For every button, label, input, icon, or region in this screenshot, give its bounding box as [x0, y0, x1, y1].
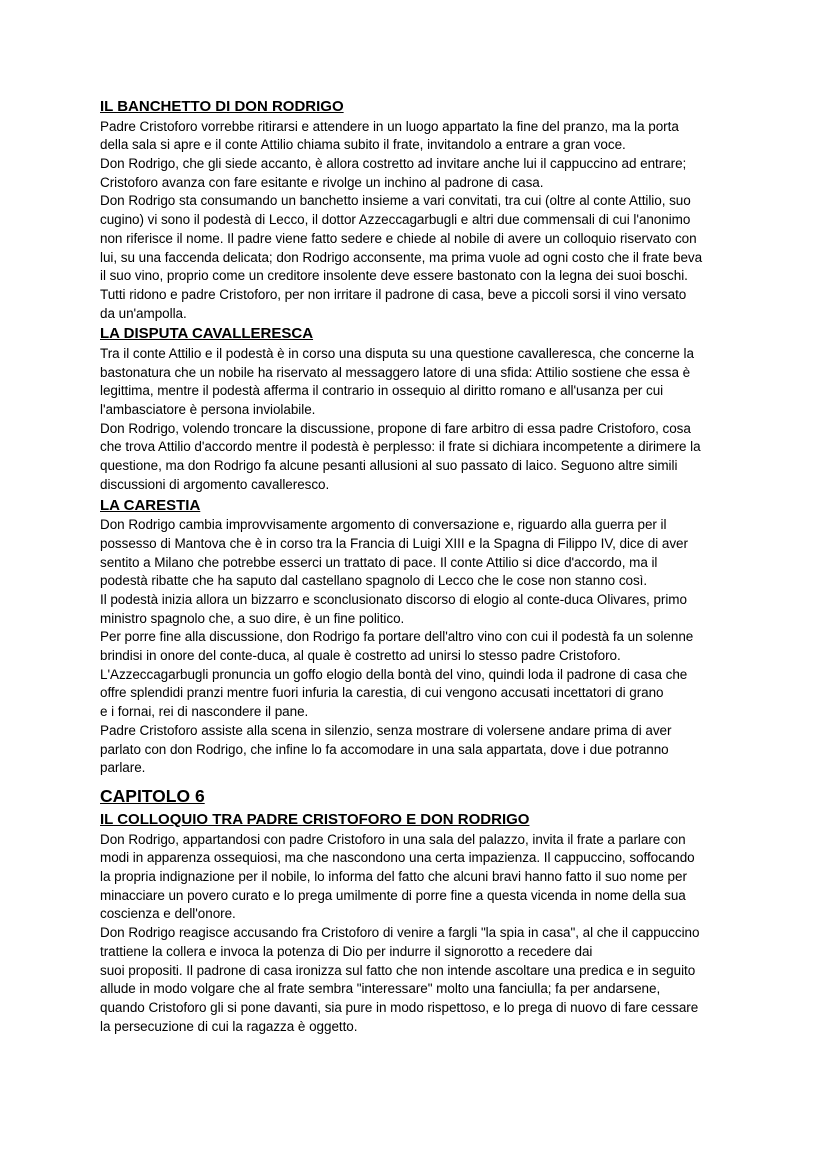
text-line: Don Rodrigo, che gli siede accanto, è allora costretto ad invitare anche lui il cappuccino ad entrare;	[100, 156, 687, 171]
text-line: suoi propositi. Il padrone di casa ironizza sul fatto che non intende ascoltare una predica e in seguito	[100, 962, 696, 978]
text-line: questione, ma don Rodrigo fa alcune pesanti allusioni al suo passato di laico. Seguono altre simili	[100, 458, 678, 474]
text-line: possesso di Mantova che è in corso tra la Francia di Luigi XIII e la Spagna di Filippo IV, dice di aver	[100, 535, 688, 551]
text-line: Tra il conte Attilio e il podestà è in corso una disputa su una questione cavalleresca, che concerne la	[100, 345, 694, 361]
text-line: ministro spagnolo che, a suo dire, è un fine politico.	[100, 610, 405, 626]
section-heading: LA CARESTIA	[100, 496, 201, 514]
section-heading: LA DISPUTA CAVALLERESCA	[100, 325, 314, 343]
text-line: Padre Cristoforo vorrebbe ritirarsi e attendere in un luogo appartato la fine del pranzo, ma la porta	[100, 118, 679, 134]
text-line: Don Rodrigo, appartandosi con padre Cristoforo in una sala del palazzo, invita il frate a parlare con	[100, 831, 686, 847]
section-4	[100, 783, 736, 1036]
section-heading: IL COLLOQUIO TRA PADRE CRISTOFORO E DON RODRIGO	[100, 810, 530, 828]
document-content	[100, 96, 736, 1036]
text-line: Per porre fine alla discussione, don Rodrigo fa portare dell'altro vino con cui il podestà fa un solenne	[100, 629, 694, 645]
text-line: Il podestà inizia allora un bizzarro e sconclusionato discorso di elogio al conte-duca Olivares, primo	[100, 591, 687, 607]
text-line: cugino) vi sono il podestà di Lecco, il dottor Azzeccagarbugli e altri due commensali di cui l'anonimo	[100, 212, 691, 228]
text-line: lui, su una faccenda delicata; don Rodrigo acconsente, ma prima vuole ad ogni costo che il frate beva	[100, 249, 703, 265]
text-line: L'Azzeccagarbugli pronuncia un goffo elogio della bontà del vino, quindi loda il padrone di casa che	[100, 666, 688, 682]
text-line: il suo vino, proprio come un creditore insolente deve essere bastonato con la legna dei suoi boschi.	[100, 268, 688, 284]
text-line: discussioni di argomento cavalleresco.	[100, 476, 330, 492]
text-line: da un'ampolla.	[100, 305, 187, 321]
text-line: quando Cristoforo gli si pone davanti, sia pure in modo rispettoso, e lo prega di nuovo di fare cessare	[100, 999, 699, 1015]
text-line: Don Rodrigo, volendo troncare la discussione, propone di fare arbitro di essa padre Cristoforo, cosa	[100, 420, 691, 436]
chapter-heading: CAPITOLO 6	[100, 785, 205, 806]
text-line: parlato con don Rodrigo, che infine lo fa accomodare in una sala appartata, dove i due potranno	[100, 741, 669, 757]
text-line: sentito a Milano che potrebbe esserci un trattato di pace. Il conte Attilio si dice d'accordo, ma il	[100, 554, 658, 570]
text-line: Don Rodrigo sta consumando un banchetto insieme a vari convitati, tra cui (oltre al conte Attilio, suo	[100, 193, 691, 209]
text-line: che trova Attilio d'accordo mentre il podestà è perplesso: il frate si dichiara incompetente a dirimere la	[100, 439, 701, 455]
text-line: bastonatura che un nobile ha riservato al messaggero latore di una sfida: Attilio sostiene che essa è	[100, 364, 691, 380]
section-1	[100, 96, 736, 323]
text-line: offre splendidi pranzi mentre fuori infuria la carestia, di cui vengono accusati incettatori di grano	[100, 685, 664, 701]
text-line: Cristoforo avanza con fare esitante e rivolge un inchino al padrone di casa.	[100, 174, 544, 190]
text-line: legittima, mentre il podestà afferma il contrario in ossequio al diritto romano e all'usanza per cui	[100, 383, 664, 399]
text-line: Don Rodrigo cambia improvvisamente argomento di conversazione e, riguardo alla guerra per il	[100, 517, 667, 533]
text-line: modi in apparenza ossequiosi, ma che nascondono una certa impazienza. Il cappuccino, soffocando	[100, 850, 695, 866]
text-line: coscienza e dell'onore.	[100, 906, 236, 922]
text-line: la propria indignazione per il nobile, lo informa del fatto che alcuni bravi hanno fatto il suo nome per	[100, 868, 687, 884]
text-line: della sala si apre e il conte Attilio chiama subito il frate, invitandolo a entrare a gran voce.	[100, 137, 626, 153]
text-line: brindisi in onore del conte-duca, al quale è costretto ad unirsi lo stesso padre Cristoforo.	[100, 648, 621, 664]
section-heading: IL BANCHETTO DI DON RODRIGO	[100, 98, 344, 115]
text-line: e i fornai, rei di nascondere il pane.	[100, 704, 309, 720]
section-2	[100, 323, 736, 494]
text-line: minacciare un povero curato e lo prega umilmente di porre fine a questa vicenda in nome della sua	[100, 887, 686, 903]
text-line: allude in modo volgare che al frate sembra "interessare" molto una fanciulla; fa per andarsene,	[100, 981, 661, 997]
text-line: trattiene la collera e invoca la potenza di Dio per indurre il signorotto a recedere dai	[100, 943, 593, 959]
text-line: Don Rodrigo reagisce accusando fra Cristoforo di venire a fargli "la spia in casa", al che il cappuccino	[100, 925, 700, 941]
text-line: parlare.	[100, 760, 146, 776]
text-line: la persecuzione di cui la ragazza è oggetto.	[100, 1018, 358, 1034]
section-3	[100, 495, 736, 778]
text-line: Padre Cristoforo assiste alla scena in silenzio, senza mostrare di volersene andare prima di aver	[100, 722, 672, 738]
text-line: l'ambasciatore è persona inviolabile.	[100, 402, 316, 418]
text-line: podestà ribatte che ha saputo dal castellano spagnolo di Lecco che le cose non stanno così.	[100, 573, 648, 589]
text-line: non riferisce il nome. Il padre viene fatto sedere e chiede al nobile di avere un colloquio riservato con	[100, 230, 697, 246]
text-line: Tutti ridono e padre Cristoforo, per non irritare il padrone di casa, beve a piccoli sorsi il vino versato	[100, 286, 687, 302]
